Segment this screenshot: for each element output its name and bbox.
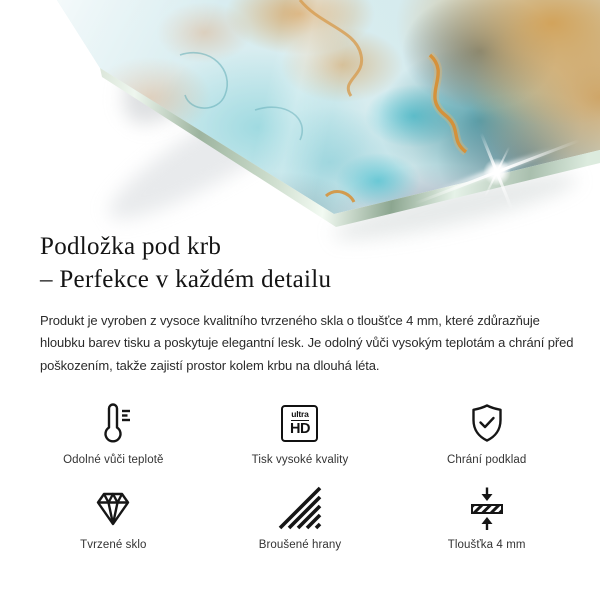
thickness-4mm-icon (465, 486, 509, 530)
feature-label: Chrání podklad (446, 454, 527, 466)
feature-label: Tvrzené sklo (80, 539, 147, 551)
diamond-icon (91, 486, 135, 530)
feature-label: Broušené hrany (258, 539, 342, 551)
polished-edges-icon (278, 486, 322, 530)
feature-protects-surface (393, 401, 580, 466)
shield-check-icon (465, 401, 509, 445)
feature-label: Odolné vůči teplotě (63, 454, 164, 466)
ultra-hd-badge-top: ultra (291, 409, 309, 419)
feature-thickness (393, 486, 580, 551)
ultra-hd-icon (281, 401, 318, 445)
feature-label: Tisk vysoké kvality (251, 454, 349, 466)
ultra-hd-badge-bottom: HD (290, 420, 310, 437)
page-title (40, 231, 580, 297)
feature-polished-edges (207, 486, 394, 551)
page-title-line2: – Perfekce v každém detailu (40, 265, 332, 293)
feature-print-quality (207, 401, 394, 466)
thermometer-icon (91, 401, 135, 445)
product-description: Produkt je vyroben z vysoce kvalitního tvrzeného skla o tloušťce 4 mm, které zdůrazňuje hloubku barev tisku a poskytuje elegantní lesk. Je odolný vůči vysokým teplotám a chrání před poškozením, takže zajistí prostor kolem krbu na dlouhá léta. (40, 312, 574, 374)
feature-heat-resistant (20, 401, 207, 466)
features-grid (20, 401, 580, 551)
content-section (40, 231, 580, 378)
feature-tempered-glass (20, 486, 207, 551)
hero-product-image (0, 0, 600, 232)
feature-label: Tloušťka 4 mm (447, 539, 526, 551)
page-title-line1: Podložka pod krb (40, 233, 222, 260)
